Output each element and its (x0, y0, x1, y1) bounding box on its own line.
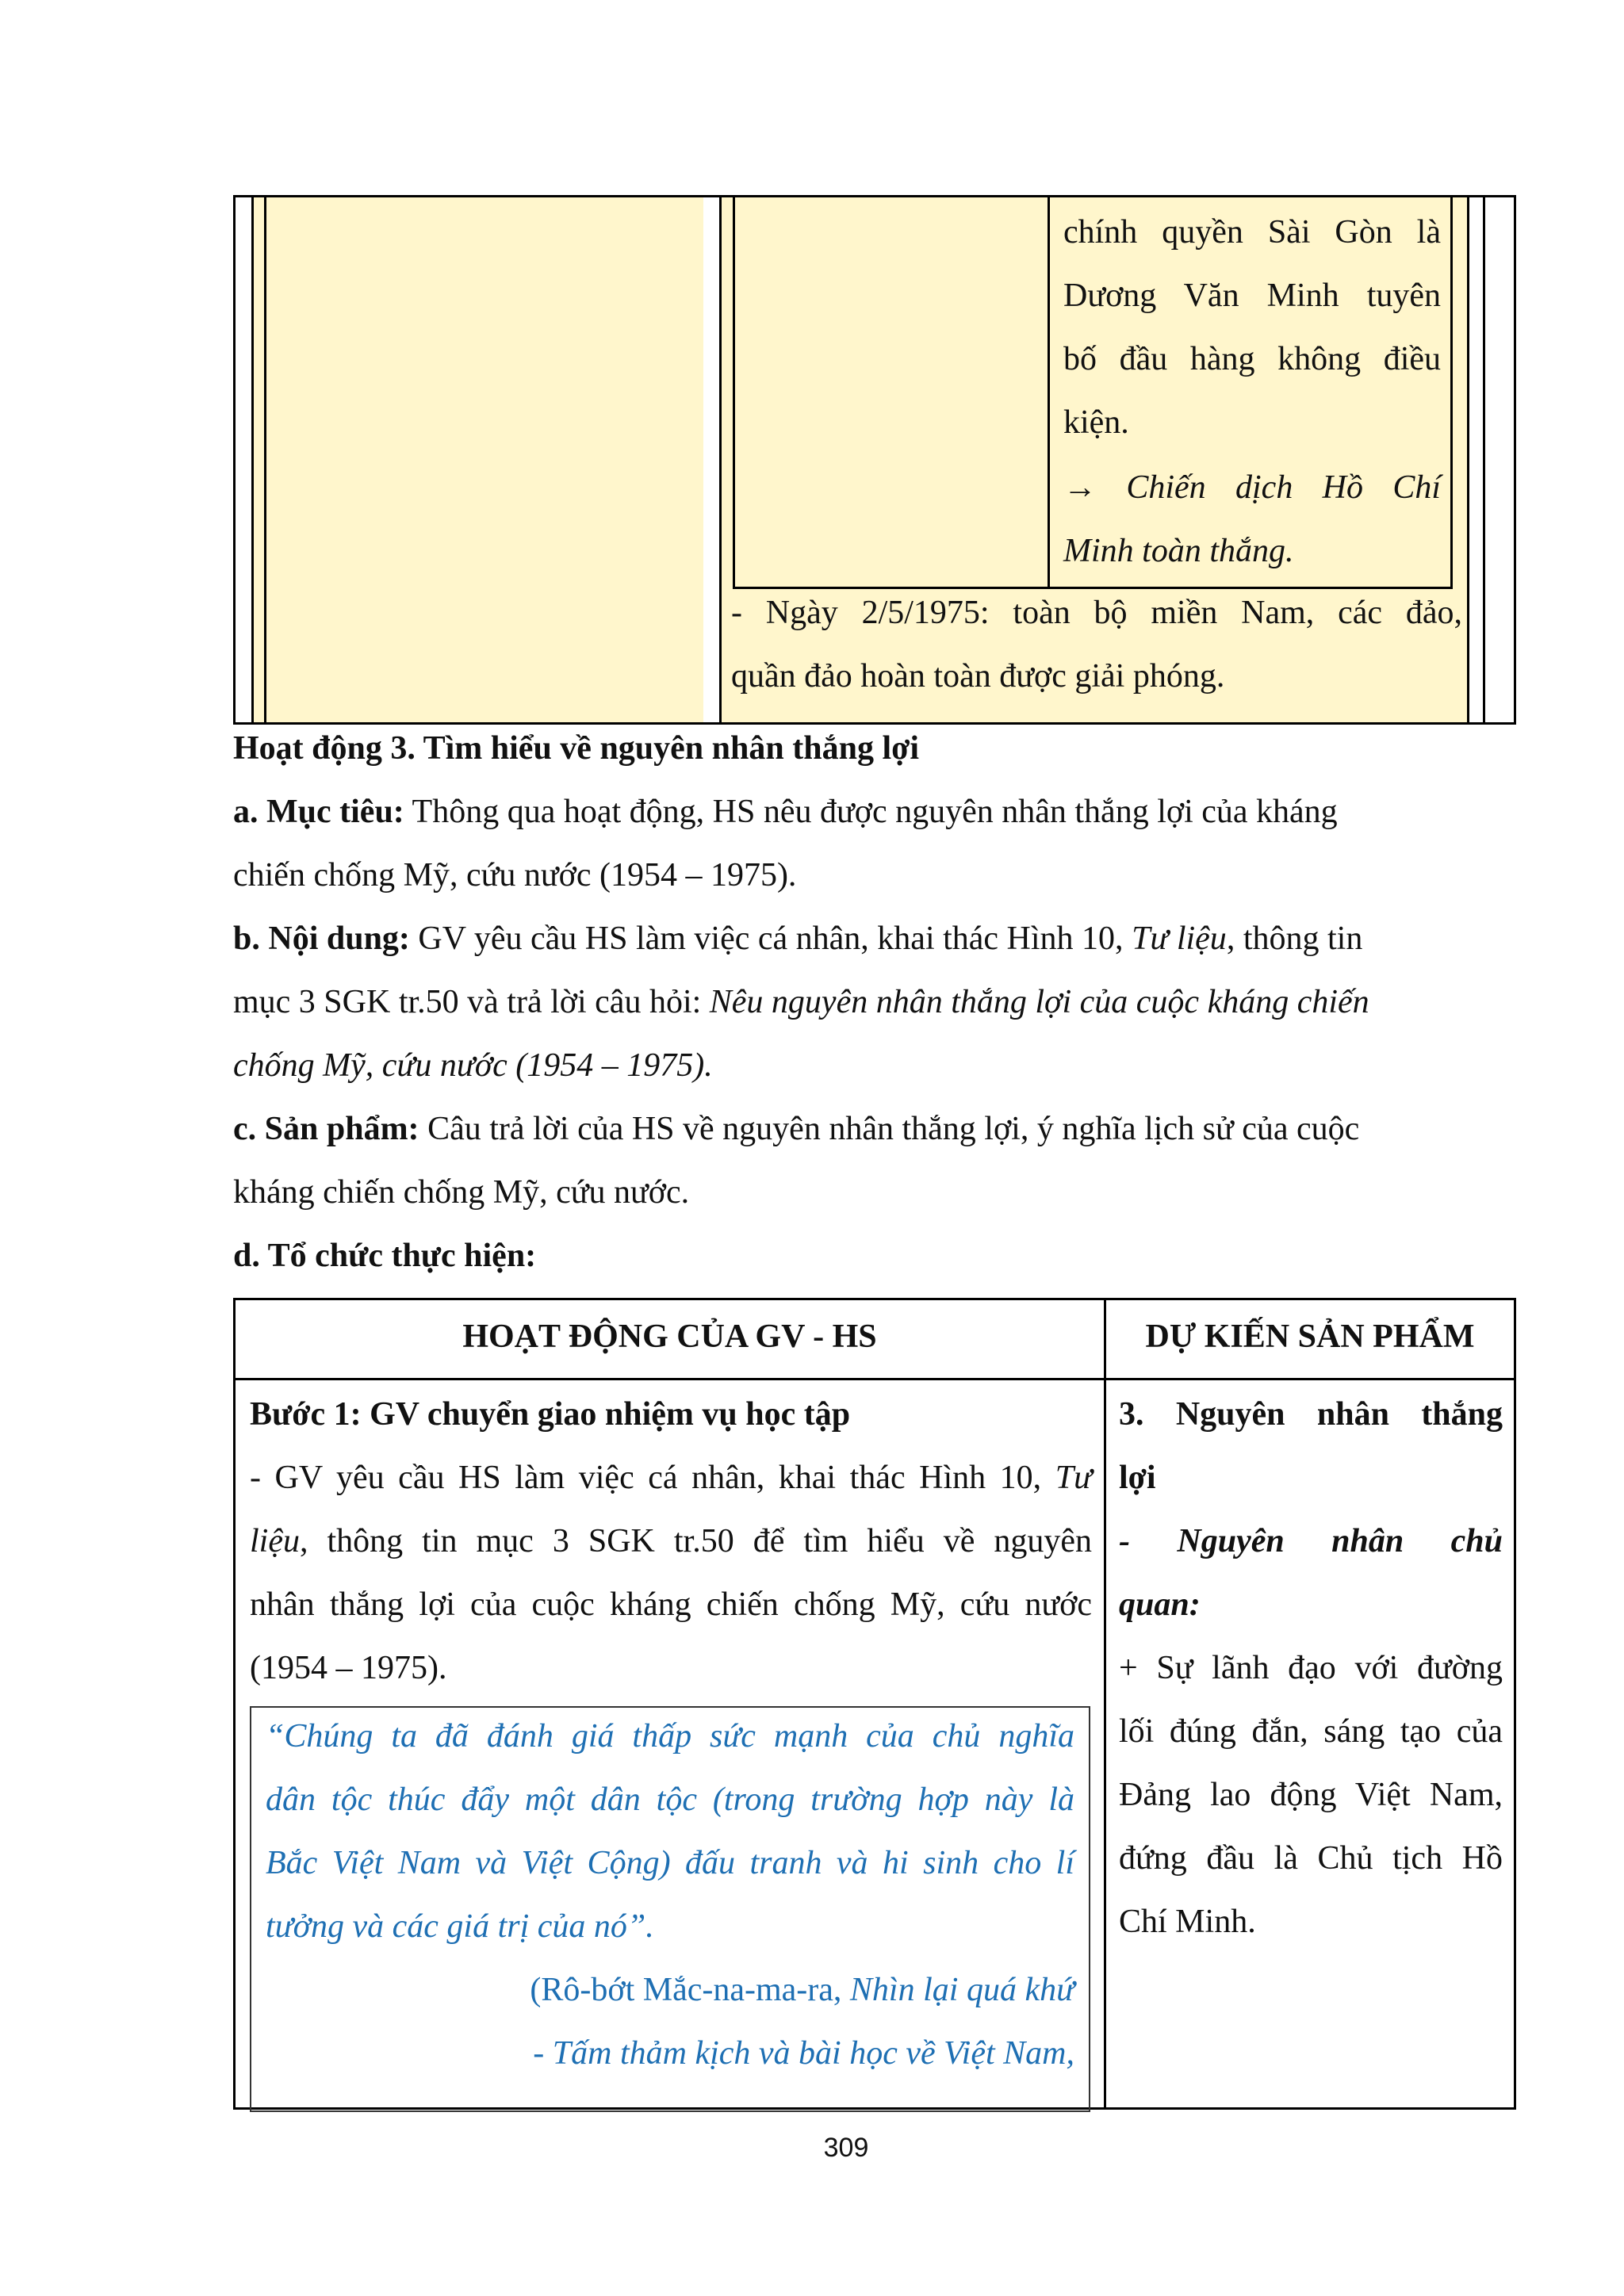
subjective-cause-heading: - Nguyên nhân chủ (1119, 1523, 1503, 1559)
nested-result-table (733, 195, 1453, 589)
arrow-icon: → (1063, 469, 1097, 506)
quote-box (250, 1706, 1090, 2112)
product-line: kháng chiến chống Mỹ, cứu nước. (233, 1174, 690, 1211)
content-line: chống Mỹ, cứu nước (1954 – 1975). (233, 1047, 713, 1084)
cause-line: lối đúng đắn, sáng tạo của (1119, 1713, 1503, 1750)
cause-line: đứng đầu là Chủ tịch Hồ (1119, 1840, 1503, 1877)
cause-line: + Sự lãnh đạo với đường (1119, 1650, 1503, 1686)
step1-line: - GV yêu cầu HS làm việc cá nhân, khai thác Hình 10, Tư (250, 1460, 1092, 1496)
quote-line: dân tộc thúc đẩy một dân tộc (trong trường hợp này là (266, 1781, 1074, 1818)
cell-line: Dương Văn Minh tuyên (1063, 277, 1441, 314)
header-expected-product: DỰ KIẾN SẢN PHẨM (1145, 1318, 1475, 1355)
cause-line: Chí Minh. (1119, 1904, 1256, 1940)
step1-line: (1954 – 1975). (250, 1650, 447, 1686)
step1-title: Bước 1: GV chuyển giao nhiệm vụ học tập (250, 1396, 851, 1433)
liberation-line: quần đảo hoàn toàn được giải phóng. (731, 658, 1225, 695)
page-number: 309 (823, 2133, 869, 2163)
activity-table (233, 1298, 1516, 2110)
liberation-line: - Ngày 2/5/1975: toàn bộ miền Nam, các đảo, (731, 595, 1462, 631)
left-fill-cell (251, 197, 703, 722)
quote-source: (Rô-bớt Mắc-na-ma-ra, Nhìn lại quá khứ (530, 1972, 1074, 2008)
objective-line: chiến chống Mỹ, cứu nước (1954 – 1975). (233, 857, 797, 894)
organization-heading: d. Tổ chức thực hiện: (233, 1238, 537, 1274)
quote-source: - Tấm thảm kịch và bài học về Việt Nam, (533, 2035, 1074, 2072)
subjective-cause-heading: quan: (1119, 1586, 1201, 1623)
step1-line: nhân thắng lợi của cuộc kháng chiến chống Mỹ, cứu nước (250, 1586, 1092, 1623)
result-line: Minh toàn thắng. (1063, 533, 1294, 569)
cell-line: chính quyền Sài Gòn là (1063, 214, 1441, 251)
quote-line: “Chúng ta đã đánh giá thấp sức mạnh của chủ nghĩa (266, 1718, 1074, 1755)
quote-line: tưởng và các giá trị của nó”. (266, 1908, 654, 1945)
continued-table (233, 195, 1516, 725)
content-line: b. Nội dung: GV yêu cầu HS làm việc cá nhân, khai thác Hình 10, Tư liệu, thông tin (233, 920, 1363, 957)
result-line: → Chiến dịch Hồ Chí (1063, 469, 1441, 506)
cause-line: Đảng lao động Việt Nam, (1119, 1777, 1503, 1813)
header-teacher-student: HOẠT ĐỘNG CỦA GV - HS (462, 1318, 877, 1355)
cause-title: 3. Nguyên nhân thắng (1119, 1396, 1503, 1433)
product-line: c. Sản phẩm: Câu trả lời của HS về nguyên nhân thắng lợi, ý nghĩa lịch sử của cuộc (233, 1111, 1360, 1147)
activity-heading: Hoạt động 3. Tìm hiểu về nguyên nhân thắng lợi (233, 730, 920, 767)
objective-line: a. Mục tiêu: Thông qua hoạt động, HS nêu được nguyên nhân thắng lợi của kháng (233, 794, 1338, 830)
cell-line: kiện. (1063, 404, 1129, 441)
content-line: mục 3 SGK tr.50 và trả lời câu hỏi: Nêu nguyên nhân thắng lợi của cuộc kháng chiến (233, 984, 1369, 1020)
quote-line: Bắc Việt Nam và Việt Cộng) đấu tranh và hi sinh cho lí (266, 1845, 1074, 1881)
step1-line: liệu, thông tin mục 3 SGK tr.50 để tìm hiểu về nguyên (250, 1523, 1092, 1559)
cell-line: bố đầu hàng không điều (1063, 341, 1441, 377)
cause-title: lợi (1119, 1460, 1156, 1496)
